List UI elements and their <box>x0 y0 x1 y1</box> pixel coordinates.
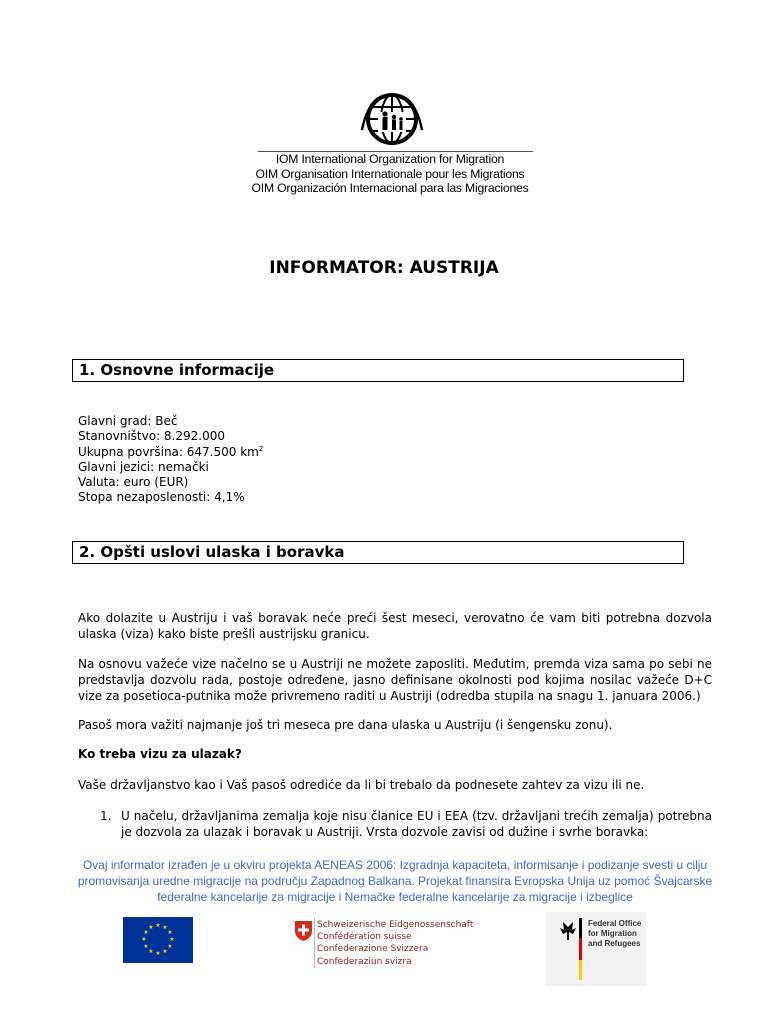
svg-text:★: ★ <box>167 943 173 950</box>
swiss-federation-names <box>317 919 473 968</box>
svg-text:★: ★ <box>143 929 149 936</box>
info-capital: Glavni grad: Beč <box>78 414 178 428</box>
org-name-french: OIM Organisation Internationale pour les Migrations <box>255 166 525 181</box>
svg-text:★: ★ <box>167 929 173 936</box>
organization-names <box>240 152 540 196</box>
svg-text:★: ★ <box>169 936 175 943</box>
subheading-who-needs-visa: Ko treba vizu za ulazak? <box>78 747 242 761</box>
info-currency: Valuta: euro (EUR) <box>78 475 189 490</box>
section-heading-entry-conditions: 2. Opšti uslovi ulaska i boravka <box>72 541 684 564</box>
info-languages: Glavni jezici: nemački <box>78 459 209 474</box>
info-unemployment: Stopa nezaposlenosti: 4,1% <box>78 490 245 505</box>
svg-text:★: ★ <box>143 943 149 950</box>
footer-project-note: Ovaj informator izrađen je u okviru projekta AENEAS 2006: Izgradnja kapaciteta, informisanje i podizanje svesti u cilju promovisanja uredne migracije na području Zapadnog Balkana. Projekat finansira Evropska Unija uz pomoć Švajcarske federalne kancelarije za migracije i Nemačke federalne kancelarije za migracije i izbeglice <box>77 858 713 904</box>
svg-text:★: ★ <box>162 924 168 931</box>
svg-text:★: ★ <box>141 936 147 943</box>
german-office-line-3: and Refugees <box>588 939 641 948</box>
swiss-name-german: Schweizerische Eidgenossenschaft <box>317 920 474 930</box>
swiss-shield-icon <box>294 920 313 942</box>
eu-flag-icon <box>123 917 193 963</box>
info-area: Ukupna površina: 647.500 $km^2$ <box>78 444 264 459</box>
section-heading-basic-info: 1. Osnovne informacije <box>72 359 684 382</box>
paragraph-visa-need: Ako dolazite u Austriju i vaš boravak neće preći šest meseci, verovatno će vam biti potrebna dozvola ulaska (viza) kako biste prešli austrijsku granicu. <box>78 611 712 641</box>
paragraph-citizenship: Vaše državljanstvo kao i Vaš pasoš odrediće da li bi trebalo da podnesete zahtev za vizu ili ne. <box>78 778 645 792</box>
german-office-name <box>588 919 641 949</box>
svg-text:★: ★ <box>148 924 154 931</box>
org-name-english: IOM International Organization for Migration <box>275 152 505 166</box>
swiss-name-french: Confédération suisse <box>317 932 412 943</box>
swiss-logo <box>294 920 313 942</box>
german-office-line-2: for Migration <box>588 929 637 938</box>
swiss-name-italian: Confederazione Svizzera <box>317 944 429 955</box>
german-eagle-icon <box>554 918 584 982</box>
iom-logo <box>360 90 424 152</box>
svg-text:★: ★ <box>155 922 161 929</box>
paragraph-passport: Pasoš mora važiti najmanje još tri meseca pre dana ulaska u Austriju (i šengensku zonu). <box>78 718 613 732</box>
swiss-logo-divider <box>314 918 315 968</box>
paragraph-employment: Na osnovu važeće vize načelno se u Austriji ne možete zaposliti. Međutim, premda viza sama po sebi ne predstavlja dozvolu rada, postoje određene, jasno definisane okolnosti pod kojima nosilac važeće D+C vize za posetioca-putnika može privremeno raditi u Austriji (odredba stupila na snagu 1. januara 2006.) <box>78 657 712 703</box>
swiss-name-romansh: Confederaziun svizra <box>317 956 412 967</box>
eu-flag-logo <box>123 917 193 963</box>
list-item-text: U načelu, državljanima zemalja koje nisu članice EU i EEA (tzv. državljani trećih zemalja) potrebna je dozvola za ulazak i boravak u Austriji. Vrsta dozvole zavisi od dužine i svrhe boravka: <box>121 809 712 839</box>
svg-text:★: ★ <box>155 950 161 957</box>
basic-info-list <box>78 414 263 506</box>
page-title: INFORMATOR: AUSTRIJA <box>269 258 499 278</box>
german-office-line-1: Federal Office <box>588 919 642 928</box>
org-name-spanish: OIM Organización Internacional para las Migraciones <box>251 181 529 195</box>
info-population: Stanovništvo: 8.292.000 <box>78 429 225 444</box>
svg-text:★: ★ <box>148 948 154 955</box>
list-item-number: 1. <box>100 809 112 823</box>
svg-text:★: ★ <box>162 948 168 955</box>
iom-emblem-icon <box>360 90 424 152</box>
